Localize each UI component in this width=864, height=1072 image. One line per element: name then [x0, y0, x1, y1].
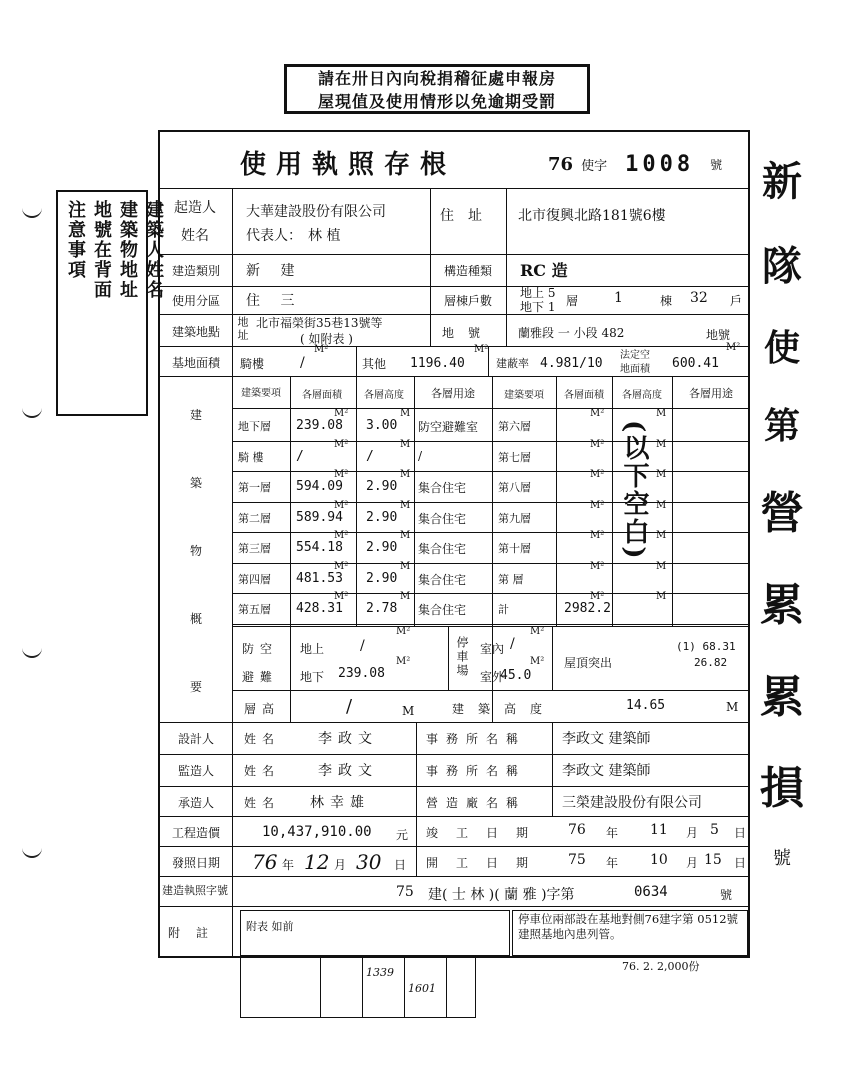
th-item-r: 建築要項	[504, 389, 544, 401]
shelter-unit-2: M²	[396, 656, 411, 667]
area-unit-r: M²	[590, 591, 605, 602]
height-unit-r: M	[656, 408, 667, 419]
scan-mark	[22, 840, 42, 858]
issue-ri: 日	[394, 858, 407, 872]
notice-line-1: 請在卅日內向稅捐稽征處申報房	[317, 69, 556, 88]
right-stamp-char: 營	[760, 488, 804, 539]
height-unit-r: M	[656, 469, 667, 480]
lot-label: 地號	[441, 325, 494, 340]
permit-row-hao: 號	[720, 888, 733, 902]
dong-label: 棟	[660, 294, 673, 308]
hu-label: 戶	[730, 294, 743, 308]
scan-mark	[22, 200, 42, 218]
th-item: 建築要項	[241, 387, 281, 399]
floor-area: 428.31	[296, 601, 343, 616]
owner-rep	[246, 224, 340, 246]
height-unit: M	[400, 469, 411, 480]
height-unit-r: M	[656, 438, 667, 450]
hu-number: 32	[690, 290, 708, 306]
floors-ceng: 層	[566, 294, 579, 308]
floor-name: 第三層	[238, 542, 271, 555]
side-char: 築	[189, 475, 202, 490]
th-height: 各層高度	[364, 389, 404, 401]
issue-month: 12	[304, 850, 330, 874]
shelter-down-label: 地下	[300, 670, 325, 684]
area-label: 基地面積	[171, 355, 220, 370]
right-stamp-char: 使	[763, 326, 800, 369]
contractor-firm-label: 營造廠名稱	[426, 796, 527, 810]
floor-area: /	[296, 448, 304, 464]
roof-v2: 26.82	[694, 656, 728, 669]
side-note-col-2: 建築物地址	[117, 200, 138, 300]
scan-mark	[22, 400, 42, 418]
issue-year: 76	[252, 850, 278, 874]
side-char: 物	[189, 543, 202, 558]
park-unit-2: M²	[530, 656, 545, 667]
owner-rep-label: 代表人：	[246, 228, 302, 244]
area-unit: M²	[334, 438, 349, 450]
height-unit-r: M	[656, 591, 667, 602]
bld-height-label: 建築高度	[452, 702, 557, 716]
done-nian: 年	[606, 826, 619, 840]
area-road-value: /	[300, 355, 305, 371]
designer-office-label: 事務所名稱	[426, 732, 527, 746]
scan-mark	[22, 640, 42, 658]
designer-name-label: 姓名	[244, 732, 281, 746]
th-area: 各層面積	[302, 389, 342, 401]
building-type-value: 新 建	[246, 263, 303, 279]
height-unit-r: M	[656, 499, 667, 511]
lot-suffix: 地號	[706, 327, 731, 342]
issue-day: 30	[356, 850, 382, 874]
height-label: 層高	[244, 702, 281, 716]
floor-use: 集合住宅	[418, 603, 467, 617]
floor-name-r: 第 層	[498, 572, 524, 586]
contractor-name: 林幸雄	[310, 795, 370, 811]
area-other-value: 1196.40	[410, 355, 465, 371]
roof-label: 屋頂突出	[564, 656, 613, 670]
right-stamp-char: 第	[763, 405, 800, 448]
floor-height: 3.00	[366, 418, 398, 433]
area-unit: M²	[334, 469, 349, 480]
floor-height: 2.90	[366, 540, 398, 555]
area-road-label: 騎樓	[240, 356, 265, 371]
shelter-up-value: /	[360, 638, 365, 654]
side-char: 概	[189, 611, 202, 626]
site-addr-2: ( 如附表 )	[300, 332, 353, 346]
lot-value: 蘭雅段 一 小段 482	[518, 325, 625, 340]
floor-name: 第五層	[238, 603, 271, 616]
height-unit: M	[400, 408, 411, 419]
done-year: 76	[568, 822, 586, 838]
floor-height: /	[366, 448, 374, 464]
owner-addr-label: 住址	[440, 208, 496, 224]
site-addr: 北市福榮街35巷13號等	[256, 316, 383, 330]
area-other-unit: M²	[474, 344, 489, 355]
permit-number	[548, 148, 722, 180]
struct-label: 構造種類	[443, 263, 492, 278]
page-title: 使用執照存根	[240, 149, 457, 180]
issue-label: 發照日期	[171, 855, 220, 870]
zoning-label: 使用分區	[171, 293, 220, 308]
th-height-r: 各層高度	[622, 389, 662, 401]
floor-name-r: 第十層	[498, 542, 531, 555]
contractor-label: 承造人	[177, 795, 214, 810]
floor-height: 2.90	[366, 570, 398, 586]
site-label: 建築地點	[171, 324, 220, 339]
cost-label: 工程造價	[171, 825, 220, 840]
permit-no: 1008	[625, 151, 695, 177]
area-other-label: 其他	[362, 356, 387, 371]
floor-name: 第四層	[238, 572, 271, 586]
park-label: 停車場	[455, 636, 469, 678]
legal-label-1: 法定空	[620, 350, 650, 361]
start-ri: 日	[734, 856, 747, 870]
supervisor-name: 李政文	[318, 763, 378, 779]
start-month: 10	[650, 852, 668, 868]
area-unit-r: M²	[590, 499, 605, 511]
zoning-value: 住 三	[246, 293, 303, 309]
start-year: 75	[568, 852, 586, 868]
contractor-name-label: 姓名	[244, 796, 281, 810]
floor-name: 第一層	[238, 481, 271, 494]
notes-label: 附註	[167, 925, 224, 940]
shelter-down-value: 239.08	[338, 666, 385, 681]
area-unit: M²	[334, 591, 349, 602]
park-in-value: /	[510, 636, 515, 652]
permit-row-year: 75	[396, 884, 414, 900]
height-unit: M	[400, 591, 411, 602]
right-stamp-char: 新	[762, 158, 802, 205]
floor-area: 554.18	[296, 540, 343, 555]
area-unit: M²	[334, 499, 349, 511]
owner-addr: 北市復興北路181號6樓	[518, 208, 666, 224]
floor-use: 集合住宅	[418, 572, 467, 587]
side-char: 建	[189, 407, 202, 422]
area-unit-r: M²	[590, 530, 605, 541]
floor-use: 集合住宅	[418, 481, 467, 495]
dong-number: 1	[614, 290, 623, 306]
owner-company: 大華建設股份有限公司	[246, 204, 386, 220]
notice-line-2: 屋現值及使用情形以免逾期受罰	[317, 92, 556, 111]
issue-nian: 年	[282, 858, 295, 872]
designer-office: 李政文 建築師	[562, 731, 651, 747]
notice-box	[284, 64, 590, 114]
permit-row-text: 建( 士 林 )( 蘭 雅 )字第	[428, 887, 575, 903]
bottom-stamp-1: 1339	[366, 966, 394, 979]
shelter-label-2: 避難	[242, 670, 279, 684]
cost-value: 10,437,910.00	[262, 824, 372, 840]
floor-name-r: 第七層	[498, 450, 531, 464]
owner-rep-name: 林 植	[308, 228, 341, 244]
permit-row-no: 0634	[634, 884, 668, 900]
floors-above: 地上 5	[520, 286, 556, 300]
right-stamp-char: 累	[760, 671, 804, 723]
height-unit: M	[400, 499, 411, 511]
footer-print: 76. 2. 2,000份	[622, 960, 700, 973]
done-label: 竣工日期	[426, 826, 547, 840]
floor-use: 防空避難室	[418, 420, 479, 434]
floor-height: 2.78	[366, 601, 398, 616]
ratio-value: 4.981/10	[540, 355, 603, 371]
floor-use: /	[418, 448, 423, 463]
floor-name-r: 計	[498, 603, 509, 616]
park-out-value: 45.0	[500, 668, 532, 683]
floor-height: 2.90	[366, 509, 398, 525]
side-note-col-1: 建築人姓名	[143, 200, 164, 300]
side-note-col-3: 地號在背面	[91, 200, 112, 300]
struct-value: RC 造	[520, 260, 568, 280]
area-unit: M²	[334, 408, 349, 419]
floor-use: 集合住宅	[418, 511, 467, 526]
bld-height-unit: M	[726, 700, 739, 714]
owner-label-2: 姓名	[181, 228, 209, 244]
floor-name-r: 第八層	[498, 481, 531, 494]
start-day: 15	[704, 852, 722, 868]
floor-area: 594.09	[296, 479, 343, 494]
designer-label: 設計人	[177, 731, 214, 746]
bottom-stub	[240, 956, 476, 1018]
floor-name-r: 第九層	[498, 511, 531, 525]
side-note	[56, 190, 164, 416]
owner-label: 起造人	[174, 200, 216, 216]
park-unit-1: M²	[530, 626, 545, 637]
floor-use: 集合住宅	[418, 542, 467, 556]
notes-right: 停車位兩部設在基地對側76建字第 0512號建照基地內患列管。	[518, 912, 739, 941]
building-type-label: 建造類別	[171, 263, 220, 278]
supervisor-office: 李政文 建築師	[562, 763, 651, 779]
designer-name: 李政文	[318, 731, 378, 747]
supervisor-label: 監造人	[177, 763, 214, 778]
bld-height-value: 14.65	[626, 698, 666, 713]
permit-zi: 使字	[581, 158, 608, 174]
legal-value: 600.41	[672, 355, 719, 371]
side-char: 要	[189, 679, 202, 694]
roof-v1: (1) 68.31	[676, 640, 736, 653]
start-label: 開工日期	[426, 856, 547, 870]
notes-left: 附表 如前	[246, 920, 294, 933]
area-unit-r: M²	[590, 438, 605, 450]
th-use-r: 各層用途	[689, 387, 733, 400]
height-unit: M	[400, 560, 411, 572]
start-nian: 年	[606, 856, 619, 870]
done-yue: 月	[686, 826, 699, 840]
ratio-label: 建蔽率	[496, 357, 529, 370]
th-area-r: 各層面積	[564, 389, 604, 401]
height-unit: M	[402, 704, 415, 718]
floor-area: 481.53	[296, 570, 343, 586]
floors-below: 地下 1	[520, 300, 556, 314]
done-ri: 日	[734, 826, 747, 840]
area-unit: M²	[334, 530, 349, 541]
done-day: 5	[710, 822, 719, 838]
site-addr-label: 地址	[236, 316, 249, 342]
shelter-unit-1: M²	[396, 626, 411, 637]
contractor-firm: 三榮建設股份有限公司	[562, 795, 702, 811]
right-stamp-char: 累	[760, 579, 804, 631]
area-unit: M²	[334, 560, 349, 572]
form-title	[240, 142, 456, 182]
legal-label-2: 地面積	[620, 364, 650, 375]
right-stamp-char: 損	[760, 763, 804, 815]
right-stamp-char: 隊	[762, 242, 802, 290]
side-note-col-4: 注意事項	[65, 200, 86, 280]
area-road-unit: M²	[314, 344, 329, 355]
supervisor-office-label: 事務所名稱	[426, 764, 527, 778]
floor-area: 239.08	[296, 418, 343, 433]
blank-stamp: (以下空白)	[619, 420, 649, 561]
legal-unit: M²	[726, 342, 741, 353]
height-unit-r: M	[656, 560, 667, 572]
height-unit: M	[400, 438, 411, 450]
permit-year: 76	[548, 153, 574, 175]
th-use: 各層用途	[431, 387, 475, 400]
area-unit-r: M²	[590, 408, 605, 419]
issue-yue: 月	[334, 858, 347, 872]
right-stamp	[752, 150, 812, 870]
floor-name-r: 第六層	[498, 420, 531, 433]
park-in-label: 室內	[480, 642, 505, 656]
height-value: /	[346, 696, 353, 717]
bottom-stamp-2: 1601	[408, 982, 436, 995]
cost-unit: 元	[396, 828, 409, 842]
permit-hao: 號	[710, 157, 723, 172]
floors-side-label	[160, 380, 232, 720]
park-out-label: 室外	[480, 670, 505, 684]
floor-name: 地下層	[238, 420, 271, 433]
shelter-label-1: 防空	[242, 642, 279, 656]
floor-area: 589.94	[296, 509, 343, 525]
floors-label: 層棟戶數	[443, 293, 492, 308]
floor-name: 騎 樓	[238, 450, 264, 464]
area-unit-r: M²	[590, 560, 605, 572]
area-unit-r: M²	[590, 469, 605, 480]
height-unit: M	[400, 530, 411, 541]
start-yue: 月	[686, 856, 699, 870]
supervisor-name-label: 姓名	[244, 764, 281, 778]
right-stamp-char: 號	[773, 848, 791, 869]
floor-area-r: 2982.2	[564, 601, 611, 616]
shelter-up-label: 地上	[300, 642, 325, 656]
floor-height: 2.90	[366, 479, 398, 494]
done-month: 11	[650, 822, 668, 838]
height-unit-r: M	[656, 530, 667, 541]
floor-name: 第二層	[238, 511, 271, 525]
permit-label: 建造執照字號	[162, 884, 228, 897]
